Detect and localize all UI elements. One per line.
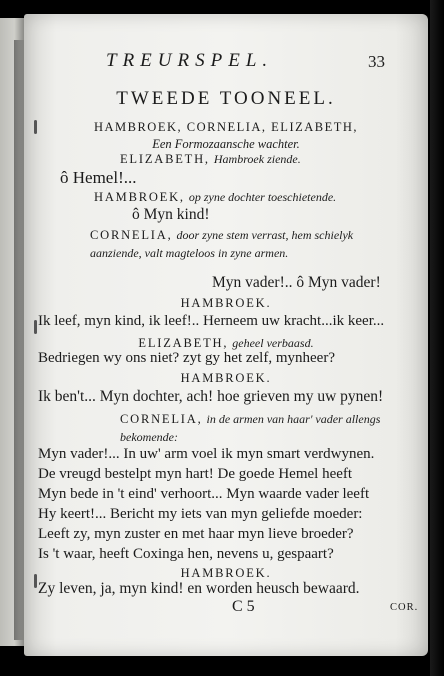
verse-line: Is 't waar, heeft Coxinga hen, nevens u, gespaart?: [38, 546, 334, 562]
verse-line: Zy leven, ja, myn kind! en worden heusch bewaard.: [38, 580, 360, 597]
verse-line: Ik ben't... Myn dochter, ach! hoe grieven my uw pynen!: [38, 388, 384, 405]
verse-line: Myn vader!... In uw' arm voel ik myn smart verdwynen.: [38, 446, 375, 462]
scene-title: TWEEDE TOONEEL.: [116, 88, 336, 109]
verse-line: Ik leef, myn kind, ik leef!.. Herneem uw kracht...ik keer...: [38, 313, 385, 329]
stage-direction: in de armen van haar' vader allengs bekomende:: [120, 412, 381, 444]
verse-line: ô Hemel!...: [60, 168, 137, 187]
verse-line: De vreugd bestelpt myn hart! De goede Hemel heeft: [38, 466, 353, 482]
stage-direction: Hambroek ziende.: [213, 152, 301, 166]
speaker-name: ELIZABETH,: [120, 152, 210, 166]
speaker-name: CORNELIA,: [90, 228, 173, 242]
catchword: COR.: [390, 602, 419, 613]
speaker-heading: [94, 188, 336, 206]
binding-stitch: [34, 320, 37, 334]
scene-characters: HAMBROEK, CORNELIA, ELIZABETH,: [93, 120, 359, 134]
verse-line: Leeft zy, myn zuster en met haar myn lieve broeder?: [38, 526, 354, 542]
scene-extra-character: Een Formozaansche wachter.: [152, 137, 300, 151]
verse-line: Myn vader!.. ô Myn vader!: [212, 274, 381, 291]
speaker-name: HAMBROEK.: [180, 566, 272, 580]
speaker-name: CORNELIA,: [120, 412, 203, 426]
speaker-heading: [90, 226, 402, 262]
stage-direction: op zyne dochter toeschietende.: [188, 190, 337, 204]
page-gutter-shadow: [14, 40, 24, 640]
speaker-name: HAMBROEK.: [180, 296, 272, 310]
stage-direction: door zyne stem verrast, hem schielyk aanziende, valt magteloos in zyne armen.: [90, 228, 354, 260]
verse-line: ô Myn kind!: [132, 206, 210, 223]
speaker-heading: [120, 410, 398, 446]
page-number: 33: [368, 52, 385, 71]
verse-line: Hy keert!... Bericht my iets van myn geliefde moeder:: [38, 506, 363, 522]
running-title: TREURSPEL.: [106, 50, 274, 71]
speaker-name: HAMBROEK.: [180, 371, 272, 385]
scan-background: [430, 0, 444, 676]
book-page: [24, 14, 428, 656]
stage-direction: geheel verbaasd.: [232, 336, 314, 350]
verse-line: Myn bede in 't eind' verhoort... Myn waarde vader leeft: [38, 486, 370, 502]
verse-line: Bedriegen wy ons niet? zyt gy het zelf, mynheer?: [38, 350, 335, 366]
speaker-name: HAMBROEK,: [94, 190, 185, 204]
speaker-name: ELIZABETH,: [138, 336, 229, 350]
speaker-heading: [120, 150, 301, 168]
signature-mark: C 5: [232, 598, 255, 615]
